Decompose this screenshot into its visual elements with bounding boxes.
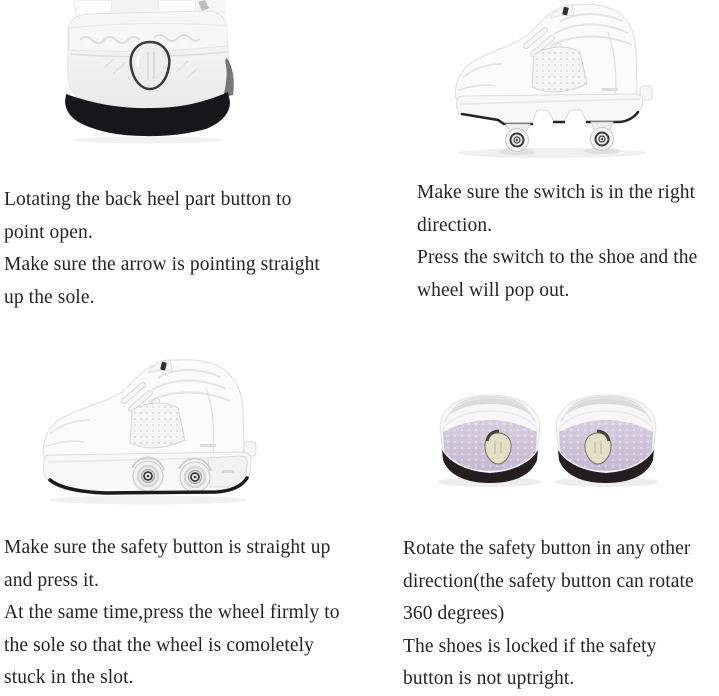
sneaker-wheels-out-illustration: [450, 2, 654, 160]
photo-heel-button-closeup: [58, 0, 236, 145]
instructions-panel-3: [4, 532, 340, 695]
instruction-line: direction.: [417, 214, 493, 236]
platform-sole: [457, 94, 643, 124]
photo-heel-pair-buttons: [430, 386, 666, 490]
instructions-panel-1: [4, 184, 320, 314]
instruction-line: Make sure the safety button is straight up: [4, 537, 331, 558]
instruction-line: stuck in the slot.: [4, 667, 134, 688]
instruction-line: and press it.: [4, 569, 99, 591]
instruction-line: At the same time,press the wheel firmly to: [4, 602, 340, 623]
left-heel: [438, 395, 542, 487]
right-heel: [554, 395, 658, 487]
instruction-line: Lotating the back heel part button to: [4, 189, 292, 210]
ground-shadow: [48, 496, 248, 505]
instruction-line: Make sure the switch is in the right: [417, 182, 696, 203]
heel-pair-illustration: [430, 386, 666, 490]
instruction-line: point open.: [4, 221, 93, 243]
instructions-panel-2: [417, 177, 697, 307]
sneaker-wheels-retracted-illustration: [36, 356, 274, 506]
instruction-line: 360 degrees): [403, 603, 505, 624]
heel-closeup-illustration: [58, 0, 236, 145]
photo-sneaker-wheels-out: [450, 2, 654, 160]
instruction-line: up the sole.: [4, 286, 95, 308]
instruction-line: the sole so that the wheel is comoletely: [4, 634, 314, 656]
safety-button-icon: [131, 42, 170, 89]
instruction-line: Make sure the arrow is pointing straight: [4, 254, 320, 275]
rear-wheel-icon: [591, 128, 614, 151]
instruction-line: Press the switch to the shoe and the: [417, 247, 698, 268]
ground-shadow: [73, 137, 223, 144]
rear-wheel-retracted-icon: [180, 462, 210, 492]
instruction-line: direction(the safety button can rotate: [403, 570, 694, 592]
instructions-panel-4: [403, 533, 694, 696]
instruction-line: Rotate the safety button in any other: [403, 538, 691, 559]
front-wheel-retracted-icon: [133, 461, 163, 491]
photo-sneaker-wheels-retracted: [36, 356, 274, 506]
instruction-line: button is not uptright.: [403, 668, 575, 689]
instruction-line: wheel will pop out.: [417, 279, 570, 301]
instruction-line: The shoes is locked if the safety: [403, 635, 657, 657]
front-wheel-icon: [506, 129, 529, 152]
